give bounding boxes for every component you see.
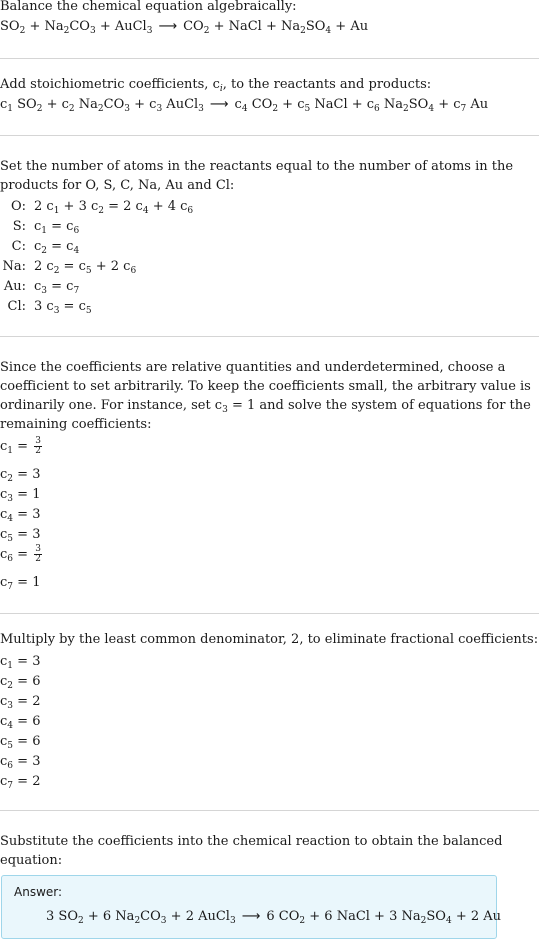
solution-c5: $c_5 = 3$ [0, 527, 41, 544]
solution-c6: $c_6$ = $\frac{3}{2}$ [0, 544, 41, 564]
divider [0, 135, 539, 136]
coefficient-equation: $c_1$ $SO_2 + c_2$ $Na_2CO_3 + c_3$ AuCl$_3$ ⟶ $c_4$ $CO_2 + c_5$ NaCl + $c_6$ $Na_2SO_4 + c_7$ Au [0, 97, 489, 114]
fraction: $\frac{3}{2}$ [35, 544, 41, 564]
divider [0, 58, 539, 59]
step3-heading-line1: Set the number of atoms in the reactants equal to the number of atoms in the [0, 159, 514, 174]
integer-c4: $c_4 = 6$ [0, 714, 41, 731]
solution-c2: $c_2 = 3$ [0, 467, 41, 484]
solution-c1: $c_1$ = $\frac{3}{2}$ [0, 436, 41, 456]
divider [0, 613, 539, 614]
step4-line2: coefficient to set arbitrarily. To keep the coefficients small, the arbitrary value is [0, 379, 531, 394]
divider [0, 810, 539, 811]
step4-line1: Since the coefficients are relative quantities and underdetermined, choose a [0, 360, 506, 375]
divider [0, 336, 539, 337]
balanced-equation: 3 $SO_2 + 6$ $Na_2CO_3 + 2$ AuCl$_3$ ⟶ 6 $CO_2 + 6$ NaCl + 3 $Na_2SO_4 + 2$ Au [46, 909, 502, 926]
integer-c7: $c_7 = 2$ [0, 774, 41, 791]
integer-c1: $c_1 = 3$ [0, 654, 41, 671]
solution-c3: $c_3 = 1$ [0, 487, 41, 504]
step6-line1: Substitute the coefficients into the chemical reaction to obtain the balanced [0, 834, 503, 849]
step2-heading: Add stoichiometric coefficients, $c_i$, to the reactants and products: [0, 77, 432, 94]
atom-equation-C: C: $c_2 = c_4$ [11, 239, 80, 256]
step4-line3: ordinarily one. For instance, set $c_3 = 1$ and solve the system of equations for the [0, 398, 531, 415]
atom-equation-O: O: 2 $c_1 + 3$ $c_2 = 2$ $c_4 + 4$ $c_6$ [10, 199, 194, 216]
solution-c4: $c_4 = 3$ [0, 507, 41, 524]
step3-heading-line2: products for O, S, C, Na, Au and Cl: [0, 178, 235, 193]
atom-equation-Na: Na: 2 $c_2 = c_5 + 2$ $c_6$ [2, 259, 137, 276]
answer-label: Answer: [14, 885, 63, 899]
unbalanced-equation: $SO_2 + Na_2CO_3$ + AuCl$_3$ ⟶ $CO_2$ + NaCl + $Na_2SO_4 + Au$ [0, 19, 369, 36]
answer-box [1, 875, 502, 939]
atom-equation-S: S: $c_1 = c_6$ [12, 219, 80, 236]
step5-heading: Multiply by the least common denominator, 2, to eliminate fractional coefficients: [0, 632, 539, 647]
integer-c6: $c_6 = 3$ [0, 754, 41, 771]
fraction: $\frac{3}{2}$ [35, 436, 41, 456]
integer-c5: $c_5 = 6$ [0, 734, 41, 751]
integer-c2: $c_2 = 6$ [0, 674, 41, 691]
step1-heading: Balance the chemical equation algebraically: [0, 0, 297, 14]
integer-c3: $c_3 = 2$ [0, 694, 41, 711]
step4-line4: remaining coefficients: [0, 417, 152, 432]
atom-equation-Au: Au: $c_3 = c_7$ [3, 279, 80, 296]
step6-line2: equation: [0, 853, 63, 868]
atom-equation-Cl: Cl: 3 $c_3 = c_5$ [7, 299, 92, 316]
solution-c7: $c_7 = 1$ [0, 575, 41, 592]
reaction-arrow: ⟶ [158, 19, 178, 34]
